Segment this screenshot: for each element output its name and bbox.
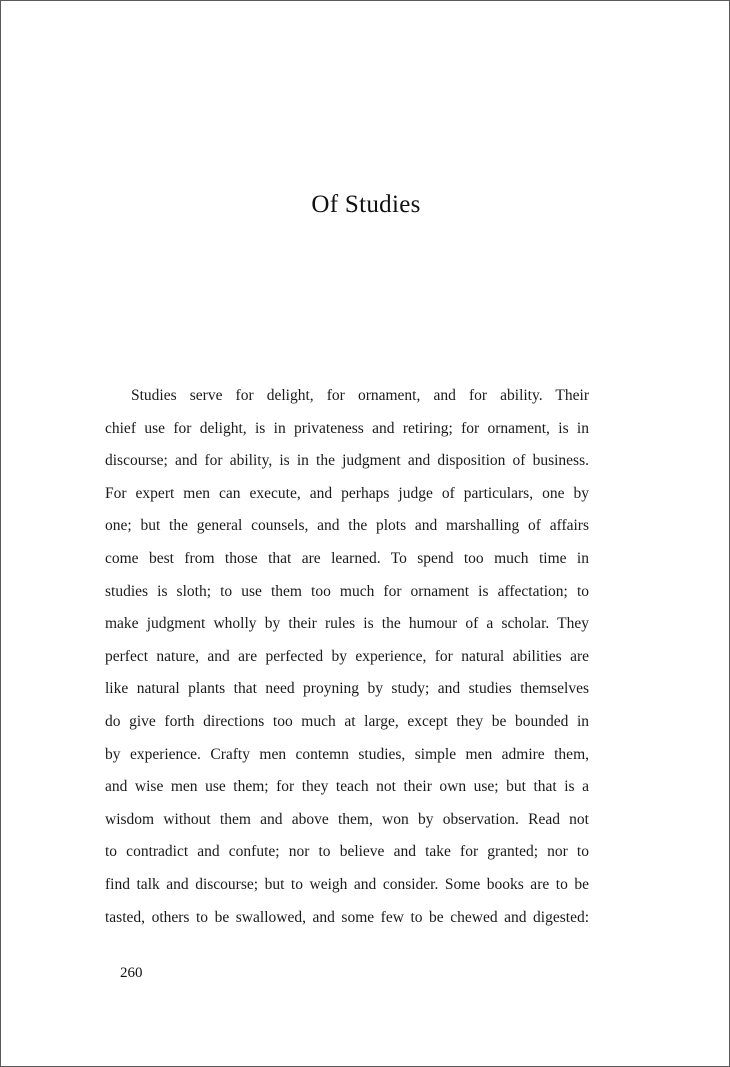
text-line: tasted, others to be swallowed, and some few to be chewed and digested:	[105, 908, 589, 926]
text-line: studies is sloth; to use them too much for ornament is affectation; to	[105, 582, 589, 600]
text-line: by experience. Crafty men contemn studies, simple men admire them,	[105, 745, 589, 763]
text-line: Studies serve for delight, for ornament, and for ability. Their	[131, 387, 589, 404]
page-number: 260	[120, 965, 143, 981]
text-line: and wise men use them; for they teach not their own use; but that is a	[105, 778, 589, 796]
text-line: do give forth directions too much at large, except they be bounded in	[105, 712, 589, 730]
text-line: perfect nature, and are perfected by experience, for natural abilities are	[105, 647, 589, 665]
text-line: come best from those that are learned. To spend too much time in	[105, 549, 589, 567]
text-line: one; but the general counsels, and the plots and marshalling of affairs	[105, 517, 589, 535]
chapter-title: Of Studies	[311, 191, 421, 218]
text-line: find talk and discourse; but to weigh and consider. Some books are to be	[105, 875, 589, 893]
text-line: chief use for delight, is in privateness and retiring; for ornament, is in	[105, 419, 589, 437]
essay-paragraph	[105, 382, 589, 936]
text-line: make judgment wholly by their rules is the humour of a scholar. They	[105, 615, 589, 633]
text-line: to contradict and confute; nor to believe and take for granted; nor to	[105, 843, 589, 861]
text-line: For expert men can execute, and perhaps judge of particulars, one by	[105, 484, 589, 502]
text-line: wisdom without them and above them, won by observation. Read not	[105, 810, 589, 828]
text-line: like natural plants that need proyning by study; and studies themselves	[105, 680, 589, 698]
text-line: discourse; and for ability, is in the judgment and disposition of business.	[105, 452, 589, 470]
